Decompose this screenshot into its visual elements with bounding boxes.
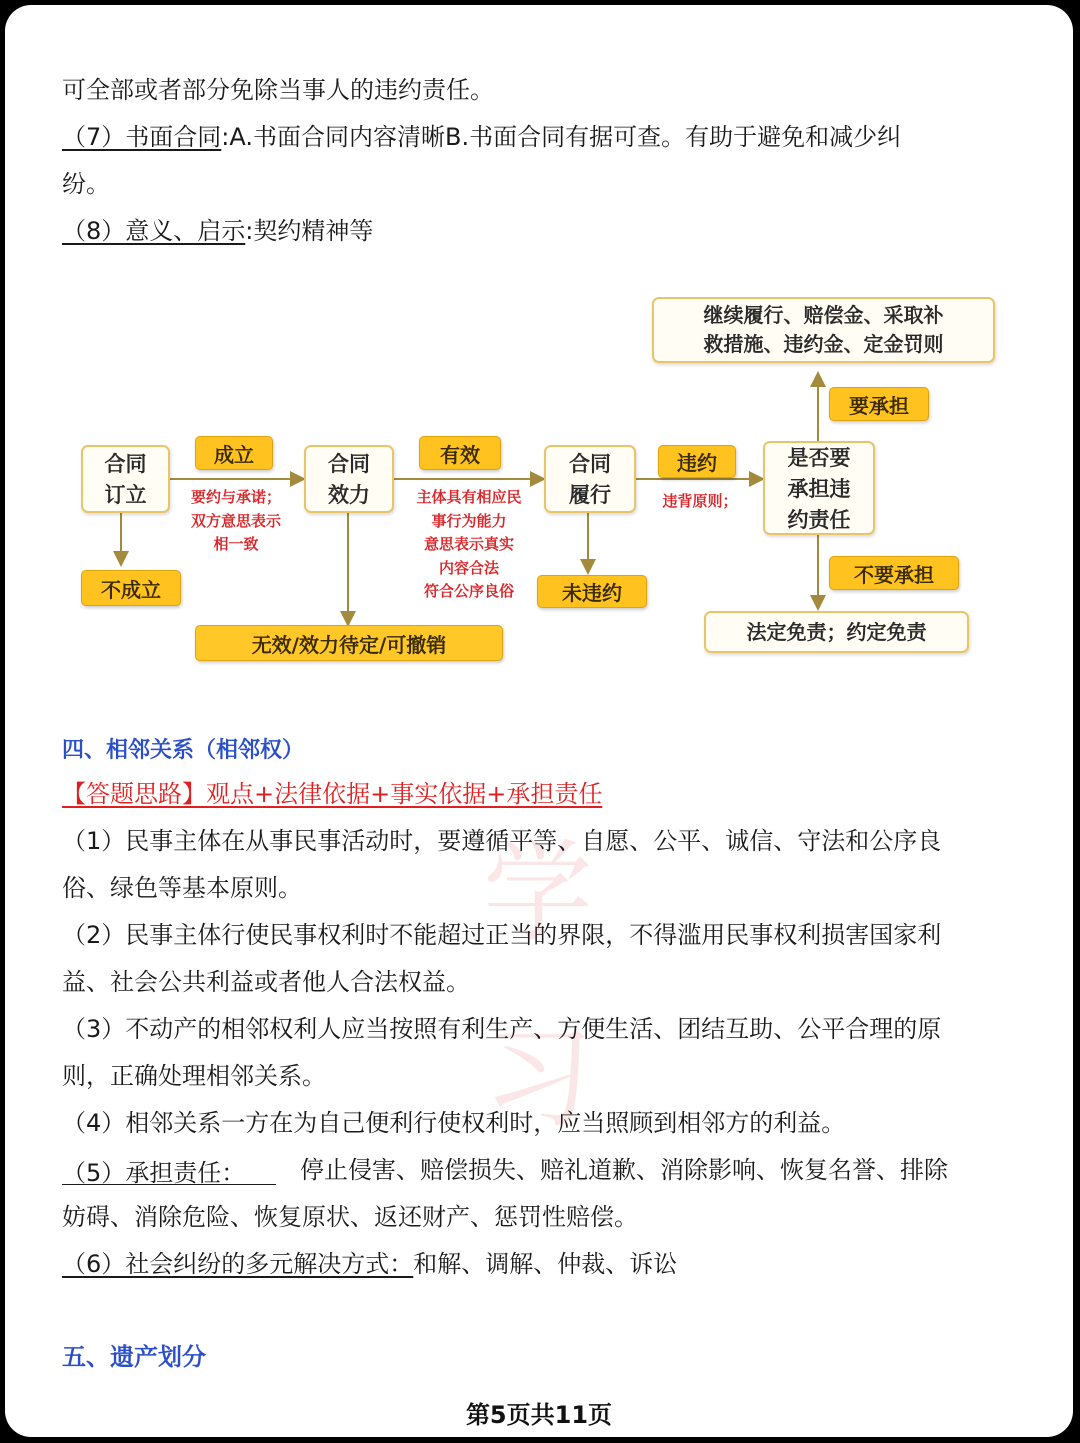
document-page [5, 5, 1073, 1437]
point-2b: 益、社会公共利益或者他人合法权益。 [62, 968, 470, 996]
point-1a: （1）民事主体在从事民事活动时，要遵循平等、自愿、公平、诚信、守法和公序良 [62, 827, 942, 855]
section-4-heading: 四、相邻关系（相邻权） [62, 738, 305, 760]
item-7-text: :A.书面合同内容清晰B.书面合同有据可查。有助于避免和减少纠 [221, 123, 902, 151]
tag-breach: 违约 [658, 445, 736, 478]
tag-no-breach: 未违约 [537, 575, 647, 608]
point-4: （4）相邻关系一方在为自己便利行使权利时，应当照顾到相邻方的利益。 [62, 1109, 846, 1137]
point-3a: （3）不动产的相邻权利人应当按照有利生产、方便生活、团结互助、公平合理的原 [62, 1015, 942, 1043]
point-5-text: 停止侵害、赔偿损失、赔礼道歉、消除影响、恢复名誉、排除 [300, 1156, 948, 1184]
box-remedies: 继续履行、赔偿金、采取补 救措施、违约金、定金罚则 [652, 297, 995, 363]
tag-must-bear: 要承担 [829, 387, 929, 421]
point-1b: 俗、绿色等基本原则。 [62, 874, 302, 902]
tag-valid: 有效 [419, 436, 501, 470]
page-footer: 第5页共11页 [465, 1401, 613, 1429]
point-5-label: （5）承担责任： [62, 1159, 246, 1187]
tag-invalid-pending-revocable: 无效/效力待定/可撤销 [195, 625, 503, 661]
note-establish-conditions: 要约与承诺； 双方意思表示 相一致 [190, 488, 281, 553]
item-8-label: （8）意义、启示 [62, 217, 246, 245]
paragraph-line-1: 可全部或者部分免除当事人的违约责任。 [62, 76, 494, 104]
point-6-text: 和解、调解、仲裁、诉讼 [413, 1250, 678, 1278]
watermark-char-xue: 学 [483, 829, 593, 957]
point-6-label: （6）社会纠纷的多元解决方式： [62, 1250, 414, 1278]
point-6 [62, 1249, 677, 1279]
answer-approach: 【答题思路】观点+法律依据+事实依据+承担责任 [62, 780, 603, 808]
note-valid-conditions: 主体具有相应民 事行为能力 意思表示真实 内容合法 符合公序良俗 [416, 488, 522, 600]
item-7-label: （7）书面合同 [62, 123, 222, 151]
box-contract-signing: 合同 订立 [81, 445, 170, 513]
tag-not-must-bear: 不要承担 [829, 556, 959, 590]
box-liability-question: 是否要 承担违 约责任 [763, 441, 875, 535]
box-contract-performance: 合同 履行 [544, 445, 636, 513]
box-contract-effect: 合同 效力 [304, 445, 394, 513]
point-2a: （2）民事主体行使民事权利时不能超过正当的界限，不得滥用民事权利损害国家利 [62, 921, 942, 949]
point-5-continued: 妨碍、消除危险、恢复原状、返还财产、惩罚性赔偿。 [62, 1203, 638, 1231]
item-8-text: :契约精神等 [245, 217, 374, 245]
point-5 [62, 1155, 948, 1185]
section-5-heading: 五、遗产划分 [62, 1343, 206, 1371]
note-breach-condition: 违背原则； [662, 492, 738, 510]
watermark-char-xi: 习 [483, 1014, 593, 1142]
box-exemption: 法定免责；约定免责 [704, 611, 969, 653]
point-3b: 则，正确处理相邻关系。 [62, 1062, 326, 1090]
tag-not-established: 不成立 [81, 570, 181, 606]
item-7-continued: 纷。 [62, 170, 110, 198]
tag-established: 成立 [195, 436, 273, 470]
